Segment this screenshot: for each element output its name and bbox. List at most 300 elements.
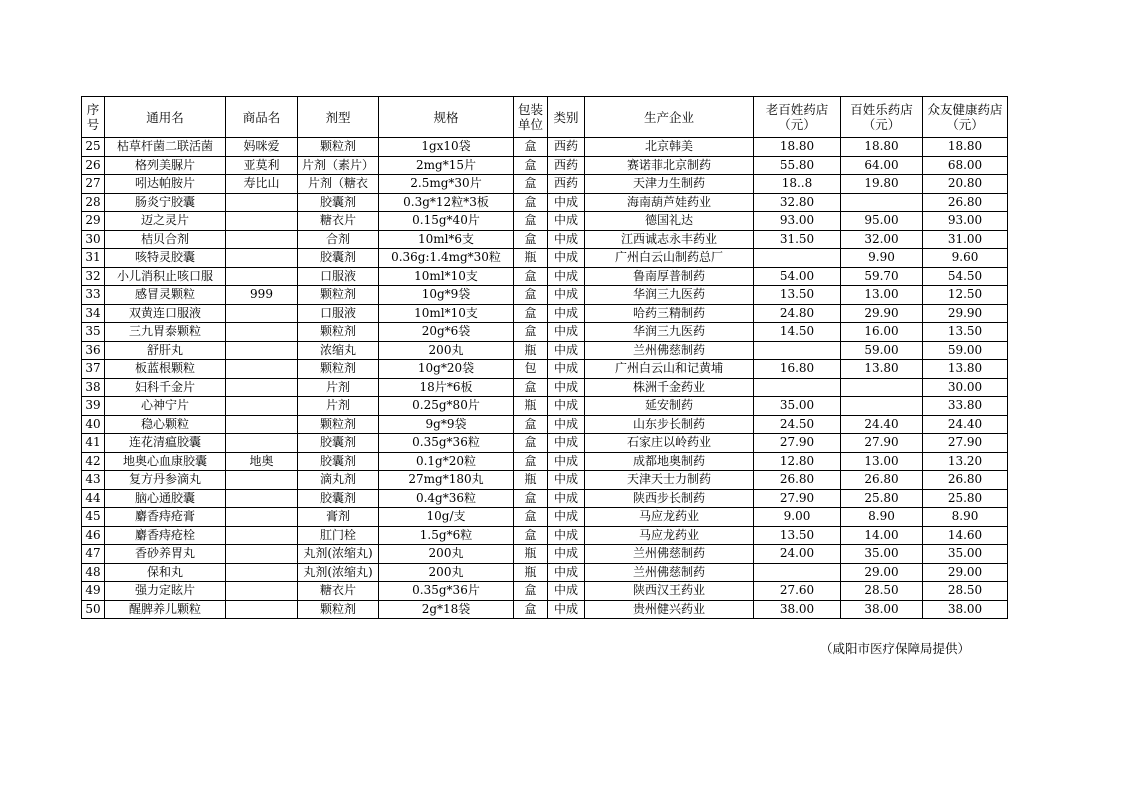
- cell-category: 中成: [548, 508, 585, 527]
- cell-price-zhongyou: 13.50: [923, 323, 1008, 342]
- cell-category: 中成: [548, 378, 585, 397]
- table-row: [82, 434, 1008, 453]
- cell-price-baixingle: [841, 193, 923, 212]
- cell-package-unit: 盒: [514, 582, 548, 601]
- cell-manufacturer: 山东步长制药: [585, 415, 754, 434]
- cell-brand-name: [226, 508, 298, 527]
- cell-generic-name: 三九胃泰颗粒: [105, 323, 226, 342]
- cell-manufacturer: 马应龙药业: [585, 526, 754, 545]
- cell-index: 48: [82, 563, 105, 582]
- cell-price-baixingle: 64.00: [841, 156, 923, 175]
- cell-price-baixingle: 59.70: [841, 267, 923, 286]
- cell-specification: 2g*18袋: [379, 600, 514, 619]
- cell-generic-name: 格列美脲片: [105, 156, 226, 175]
- table-row: [82, 156, 1008, 175]
- cell-brand-name: [226, 415, 298, 434]
- cell-manufacturer: 兰州佛慈制药: [585, 341, 754, 360]
- cell-price-laobaixing: 32.80: [754, 193, 841, 212]
- cell-price-baixingle: [841, 397, 923, 416]
- cell-index: 44: [82, 489, 105, 508]
- cell-specification: 0.36g:1.4mg*30粒: [379, 249, 514, 268]
- cell-package-unit: 盒: [514, 175, 548, 194]
- cell-price-laobaixing: 9.00: [754, 508, 841, 527]
- cell-manufacturer: 哈药三精制药: [585, 304, 754, 323]
- cell-dosage-form: 胶囊剂: [298, 193, 379, 212]
- cell-category: 西药: [548, 156, 585, 175]
- cell-manufacturer: 天津力生制药: [585, 175, 754, 194]
- header-manufacturer: 生产企业: [585, 97, 754, 138]
- cell-price-laobaixing: 24.00: [754, 545, 841, 564]
- table-row: [82, 545, 1008, 564]
- cell-category: 中成: [548, 434, 585, 453]
- table-row: [82, 360, 1008, 379]
- cell-category: 中成: [548, 212, 585, 231]
- header-index: 序号: [82, 97, 105, 138]
- cell-category: 中成: [548, 397, 585, 416]
- table-row: [82, 267, 1008, 286]
- table-row: [82, 489, 1008, 508]
- cell-price-zhongyou: 24.40: [923, 415, 1008, 434]
- cell-package-unit: 盒: [514, 415, 548, 434]
- cell-manufacturer: 陕西汉王药业: [585, 582, 754, 601]
- cell-category: 中成: [548, 600, 585, 619]
- cell-package-unit: 盒: [514, 267, 548, 286]
- cell-price-baixingle: 26.80: [841, 471, 923, 490]
- cell-brand-name: [226, 526, 298, 545]
- cell-generic-name: 连花清瘟胶囊: [105, 434, 226, 453]
- cell-package-unit: 盒: [514, 212, 548, 231]
- cell-index: 27: [82, 175, 105, 194]
- cell-package-unit: 盒: [514, 193, 548, 212]
- cell-category: 中成: [548, 286, 585, 305]
- cell-dosage-form: 胶囊剂: [298, 434, 379, 453]
- cell-price-baixingle: 14.00: [841, 526, 923, 545]
- cell-price-laobaixing: 12.80: [754, 452, 841, 471]
- table-row: [82, 341, 1008, 360]
- cell-index: 29: [82, 212, 105, 231]
- cell-package-unit: 盒: [514, 434, 548, 453]
- cell-price-zhongyou: 35.00: [923, 545, 1008, 564]
- table-row: [82, 600, 1008, 619]
- cell-index: 38: [82, 378, 105, 397]
- cell-generic-name: 地奥心血康胶囊: [105, 452, 226, 471]
- cell-price-laobaixing: 13.50: [754, 526, 841, 545]
- cell-price-zhongyou: 18.80: [923, 138, 1008, 157]
- cell-generic-name: 心神宁片: [105, 397, 226, 416]
- cell-index: 30: [82, 230, 105, 249]
- cell-price-laobaixing: 27.90: [754, 489, 841, 508]
- cell-package-unit: 瓶: [514, 341, 548, 360]
- cell-price-laobaixing: [754, 341, 841, 360]
- table-row: [82, 286, 1008, 305]
- cell-manufacturer: 成都地奥制药: [585, 452, 754, 471]
- cell-price-zhongyou: 13.20: [923, 452, 1008, 471]
- cell-package-unit: 盒: [514, 378, 548, 397]
- cell-index: 42: [82, 452, 105, 471]
- cell-price-baixingle: 19.80: [841, 175, 923, 194]
- cell-index: 50: [82, 600, 105, 619]
- cell-price-baixingle: 13.80: [841, 360, 923, 379]
- cell-manufacturer: 海南葫芦娃药业: [585, 193, 754, 212]
- cell-price-baixingle: 13.00: [841, 286, 923, 305]
- cell-manufacturer: 广州白云山制药总厂: [585, 249, 754, 268]
- header-generic-name: 通用名: [105, 97, 226, 138]
- cell-index: 46: [82, 526, 105, 545]
- cell-index: 43: [82, 471, 105, 490]
- cell-manufacturer: 北京韩美: [585, 138, 754, 157]
- cell-package-unit: 瓶: [514, 545, 548, 564]
- cell-generic-name: 迈之灵片: [105, 212, 226, 231]
- cell-manufacturer: 赛诺菲北京制药: [585, 156, 754, 175]
- cell-package-unit: 盒: [514, 230, 548, 249]
- table-row: [82, 193, 1008, 212]
- table-row: [82, 323, 1008, 342]
- cell-price-baixingle: 8.90: [841, 508, 923, 527]
- cell-specification: 20g*6袋: [379, 323, 514, 342]
- cell-index: 35: [82, 323, 105, 342]
- cell-specification: 10ml*10支: [379, 304, 514, 323]
- header-category: 类别: [548, 97, 585, 138]
- cell-price-baixingle: 29.00: [841, 563, 923, 582]
- cell-brand-name: [226, 193, 298, 212]
- cell-price-zhongyou: 9.60: [923, 249, 1008, 268]
- cell-specification: 10ml*6支: [379, 230, 514, 249]
- header-package-unit: 包装单位: [514, 97, 548, 138]
- cell-index: 33: [82, 286, 105, 305]
- cell-index: 40: [82, 415, 105, 434]
- cell-index: 36: [82, 341, 105, 360]
- cell-specification: 10ml*10支: [379, 267, 514, 286]
- cell-specification: 18片*6板: [379, 378, 514, 397]
- cell-price-zhongyou: 29.90: [923, 304, 1008, 323]
- cell-price-baixingle: 32.00: [841, 230, 923, 249]
- table-row: [82, 397, 1008, 416]
- table-row: [82, 526, 1008, 545]
- table-row: [82, 249, 1008, 268]
- cell-specification: 0.25g*80片: [379, 397, 514, 416]
- cell-price-laobaixing: 24.80: [754, 304, 841, 323]
- cell-dosage-form: 颗粒剂: [298, 600, 379, 619]
- drug-price-table: [81, 96, 1008, 619]
- cell-package-unit: 盒: [514, 156, 548, 175]
- cell-price-baixingle: 28.50: [841, 582, 923, 601]
- cell-brand-name: [226, 489, 298, 508]
- cell-dosage-form: 肛门栓: [298, 526, 379, 545]
- cell-price-baixingle: 27.90: [841, 434, 923, 453]
- cell-price-laobaixing: 35.00: [754, 397, 841, 416]
- cell-dosage-form: 片剂（糖衣: [298, 175, 379, 194]
- cell-price-zhongyou: 29.00: [923, 563, 1008, 582]
- cell-brand-name: [226, 323, 298, 342]
- cell-manufacturer: 华润三九医药: [585, 286, 754, 305]
- cell-price-laobaixing: [754, 249, 841, 268]
- cell-price-laobaixing: 55.80: [754, 156, 841, 175]
- cell-brand-name: [226, 582, 298, 601]
- cell-dosage-form: 片剂: [298, 397, 379, 416]
- table-row: [82, 230, 1008, 249]
- cell-price-zhongyou: 28.50: [923, 582, 1008, 601]
- cell-package-unit: 包: [514, 360, 548, 379]
- cell-category: 中成: [548, 545, 585, 564]
- cell-brand-name: [226, 563, 298, 582]
- cell-package-unit: 瓶: [514, 249, 548, 268]
- cell-dosage-form: 胶囊剂: [298, 489, 379, 508]
- cell-price-zhongyou: 31.00: [923, 230, 1008, 249]
- cell-price-baixingle: 16.00: [841, 323, 923, 342]
- cell-price-baixingle: [841, 378, 923, 397]
- cell-price-zhongyou: 25.80: [923, 489, 1008, 508]
- cell-price-laobaixing: 93.00: [754, 212, 841, 231]
- cell-generic-name: 板蓝根颗粒: [105, 360, 226, 379]
- cell-manufacturer: 贵州健兴药业: [585, 600, 754, 619]
- cell-index: 37: [82, 360, 105, 379]
- cell-package-unit: 盒: [514, 508, 548, 527]
- cell-specification: 200丸: [379, 545, 514, 564]
- cell-dosage-form: 胶囊剂: [298, 249, 379, 268]
- cell-brand-name: [226, 378, 298, 397]
- cell-category: 中成: [548, 582, 585, 601]
- cell-price-laobaixing: 16.80: [754, 360, 841, 379]
- cell-dosage-form: 颗粒剂: [298, 323, 379, 342]
- cell-package-unit: 盒: [514, 304, 548, 323]
- cell-price-zhongyou: 30.00: [923, 378, 1008, 397]
- cell-price-laobaixing: 31.50: [754, 230, 841, 249]
- cell-price-zhongyou: 26.80: [923, 471, 1008, 490]
- cell-price-zhongyou: 8.90: [923, 508, 1008, 527]
- cell-package-unit: 盒: [514, 526, 548, 545]
- cell-package-unit: 盒: [514, 323, 548, 342]
- header-brand-name: 商品名: [226, 97, 298, 138]
- cell-index: 34: [82, 304, 105, 323]
- cell-price-zhongyou: 14.60: [923, 526, 1008, 545]
- cell-package-unit: 瓶: [514, 471, 548, 490]
- cell-category: 中成: [548, 415, 585, 434]
- cell-generic-name: 稳心颗粒: [105, 415, 226, 434]
- table-row: [82, 212, 1008, 231]
- cell-price-zhongyou: 13.80: [923, 360, 1008, 379]
- cell-price-baixingle: 95.00: [841, 212, 923, 231]
- cell-brand-name: [226, 212, 298, 231]
- cell-category: 中成: [548, 471, 585, 490]
- cell-index: 41: [82, 434, 105, 453]
- cell-index: 32: [82, 267, 105, 286]
- cell-dosage-form: 胶囊剂: [298, 452, 379, 471]
- table-row: [82, 378, 1008, 397]
- header-row: [82, 97, 1008, 138]
- cell-price-zhongyou: 26.80: [923, 193, 1008, 212]
- cell-brand-name: [226, 230, 298, 249]
- cell-index: 26: [82, 156, 105, 175]
- cell-price-laobaixing: 18..8: [754, 175, 841, 194]
- cell-price-laobaixing: [754, 563, 841, 582]
- cell-specification: 0.1g*20粒: [379, 452, 514, 471]
- cell-dosage-form: 颗粒剂: [298, 415, 379, 434]
- cell-package-unit: 盒: [514, 489, 548, 508]
- cell-brand-name: 999: [226, 286, 298, 305]
- cell-manufacturer: 陕西步长制药: [585, 489, 754, 508]
- cell-brand-name: [226, 397, 298, 416]
- cell-specification: 9g*9袋: [379, 415, 514, 434]
- cell-price-baixingle: 59.00: [841, 341, 923, 360]
- cell-price-baixingle: 35.00: [841, 545, 923, 564]
- cell-dosage-form: 颗粒剂: [298, 360, 379, 379]
- cell-generic-name: 肠炎宁胶囊: [105, 193, 226, 212]
- cell-price-zhongyou: 20.80: [923, 175, 1008, 194]
- cell-specification: 10g*20袋: [379, 360, 514, 379]
- header-dosage-form: 剂型: [298, 97, 379, 138]
- header-specification: 规格: [379, 97, 514, 138]
- cell-brand-name: [226, 360, 298, 379]
- cell-manufacturer: 延安制药: [585, 397, 754, 416]
- cell-index: 25: [82, 138, 105, 157]
- cell-price-zhongyou: 54.50: [923, 267, 1008, 286]
- cell-category: 中成: [548, 304, 585, 323]
- cell-generic-name: 脑心通胶囊: [105, 489, 226, 508]
- cell-specification: 0.4g*36粒: [379, 489, 514, 508]
- cell-price-baixingle: 29.90: [841, 304, 923, 323]
- cell-brand-name: [226, 341, 298, 360]
- cell-specification: 200丸: [379, 563, 514, 582]
- header-price-laobaixing: 老百姓药店（元）: [754, 97, 841, 138]
- cell-brand-name: [226, 545, 298, 564]
- cell-manufacturer: 德国礼达: [585, 212, 754, 231]
- cell-category: 中成: [548, 563, 585, 582]
- cell-dosage-form: 丸剂(浓缩丸): [298, 545, 379, 564]
- cell-dosage-form: 颗粒剂: [298, 286, 379, 305]
- cell-brand-name: 寿比山: [226, 175, 298, 194]
- cell-price-laobaixing: 26.80: [754, 471, 841, 490]
- cell-brand-name: 亚莫利: [226, 156, 298, 175]
- cell-generic-name: 麝香痔疮膏: [105, 508, 226, 527]
- cell-category: 西药: [548, 175, 585, 194]
- cell-specification: 10g/支: [379, 508, 514, 527]
- cell-price-laobaixing: 27.90: [754, 434, 841, 453]
- cell-manufacturer: 石家庄以岭药业: [585, 434, 754, 453]
- cell-manufacturer: 兰州佛慈制药: [585, 545, 754, 564]
- cell-price-zhongyou: 68.00: [923, 156, 1008, 175]
- cell-brand-name: [226, 471, 298, 490]
- cell-generic-name: 桔贝合剂: [105, 230, 226, 249]
- cell-generic-name: 咳特灵胶囊: [105, 249, 226, 268]
- cell-index: 28: [82, 193, 105, 212]
- cell-generic-name: 枯草杆菌二联活菌: [105, 138, 226, 157]
- cell-generic-name: 醒脾养儿颗粒: [105, 600, 226, 619]
- cell-dosage-form: 糖衣片: [298, 582, 379, 601]
- cell-specification: 10g*9袋: [379, 286, 514, 305]
- cell-dosage-form: 合剂: [298, 230, 379, 249]
- cell-specification: 0.3g*12粒*3板: [379, 193, 514, 212]
- cell-category: 中成: [548, 489, 585, 508]
- cell-category: 中成: [548, 249, 585, 268]
- cell-specification: 1.5g*6粒: [379, 526, 514, 545]
- cell-price-baixingle: 13.00: [841, 452, 923, 471]
- cell-manufacturer: 华润三九医药: [585, 323, 754, 342]
- cell-manufacturer: 江西诚志永丰药业: [585, 230, 754, 249]
- cell-price-laobaixing: 18.80: [754, 138, 841, 157]
- cell-specification: 0.35g*36粒: [379, 434, 514, 453]
- cell-brand-name: [226, 249, 298, 268]
- cell-dosage-form: 滴丸剂: [298, 471, 379, 490]
- cell-generic-name: 复方丹参滴丸: [105, 471, 226, 490]
- source-note: （咸阳市医疗保障局提供）: [820, 641, 971, 656]
- cell-dosage-form: 颗粒剂: [298, 138, 379, 157]
- cell-specification: 2mg*15片: [379, 156, 514, 175]
- cell-generic-name: 舒肝丸: [105, 341, 226, 360]
- cell-package-unit: 盒: [514, 138, 548, 157]
- table-row: [82, 452, 1008, 471]
- cell-price-laobaixing: 14.50: [754, 323, 841, 342]
- cell-brand-name: [226, 304, 298, 323]
- cell-index: 45: [82, 508, 105, 527]
- cell-index: 47: [82, 545, 105, 564]
- cell-brand-name: 地奥: [226, 452, 298, 471]
- cell-package-unit: 瓶: [514, 397, 548, 416]
- cell-price-zhongyou: 27.90: [923, 434, 1008, 453]
- cell-dosage-form: 糖衣片: [298, 212, 379, 231]
- cell-specification: 0.35g*36片: [379, 582, 514, 601]
- cell-dosage-form: 浓缩丸: [298, 341, 379, 360]
- table-row: [82, 582, 1008, 601]
- header-price-zhongyou: 众友健康药店（元）: [923, 97, 1008, 138]
- cell-price-zhongyou: 93.00: [923, 212, 1008, 231]
- cell-dosage-form: 口服液: [298, 304, 379, 323]
- cell-brand-name: [226, 267, 298, 286]
- table-row: [82, 138, 1008, 157]
- cell-index: 49: [82, 582, 105, 601]
- cell-manufacturer: 鲁南厚普制药: [585, 267, 754, 286]
- cell-price-baixingle: 18.80: [841, 138, 923, 157]
- cell-generic-name: 保和丸: [105, 563, 226, 582]
- cell-brand-name: [226, 600, 298, 619]
- cell-category: 中成: [548, 360, 585, 379]
- cell-specification: 200丸: [379, 341, 514, 360]
- cell-specification: 2.5mg*30片: [379, 175, 514, 194]
- table-header: [82, 97, 1008, 138]
- cell-category: 中成: [548, 267, 585, 286]
- table-row: [82, 471, 1008, 490]
- cell-category: 中成: [548, 452, 585, 471]
- cell-price-laobaixing: 24.50: [754, 415, 841, 434]
- cell-brand-name: 妈咪爱: [226, 138, 298, 157]
- cell-generic-name: 强力定眩片: [105, 582, 226, 601]
- cell-price-laobaixing: 13.50: [754, 286, 841, 305]
- cell-package-unit: 瓶: [514, 563, 548, 582]
- cell-index: 39: [82, 397, 105, 416]
- table-body: [82, 138, 1008, 619]
- cell-category: 中成: [548, 193, 585, 212]
- cell-brand-name: [226, 434, 298, 453]
- cell-price-laobaixing: 38.00: [754, 600, 841, 619]
- header-price-baixingle: 百姓乐药店（元）: [841, 97, 923, 138]
- cell-dosage-form: 片剂（素片）: [298, 156, 379, 175]
- cell-specification: 0.15g*40片: [379, 212, 514, 231]
- cell-price-zhongyou: 33.80: [923, 397, 1008, 416]
- table-row: [82, 415, 1008, 434]
- cell-category: 中成: [548, 526, 585, 545]
- cell-generic-name: 小儿消积止咳口服: [105, 267, 226, 286]
- cell-price-baixingle: 25.80: [841, 489, 923, 508]
- cell-generic-name: 吲达帕胺片: [105, 175, 226, 194]
- cell-generic-name: 双黄连口服液: [105, 304, 226, 323]
- cell-manufacturer: 株洲千金药业: [585, 378, 754, 397]
- cell-package-unit: 盒: [514, 452, 548, 471]
- table-row: [82, 563, 1008, 582]
- cell-price-baixingle: 38.00: [841, 600, 923, 619]
- cell-category: 中成: [548, 341, 585, 360]
- cell-price-laobaixing: [754, 378, 841, 397]
- cell-dosage-form: 丸剂(浓缩丸): [298, 563, 379, 582]
- cell-price-baixingle: 24.40: [841, 415, 923, 434]
